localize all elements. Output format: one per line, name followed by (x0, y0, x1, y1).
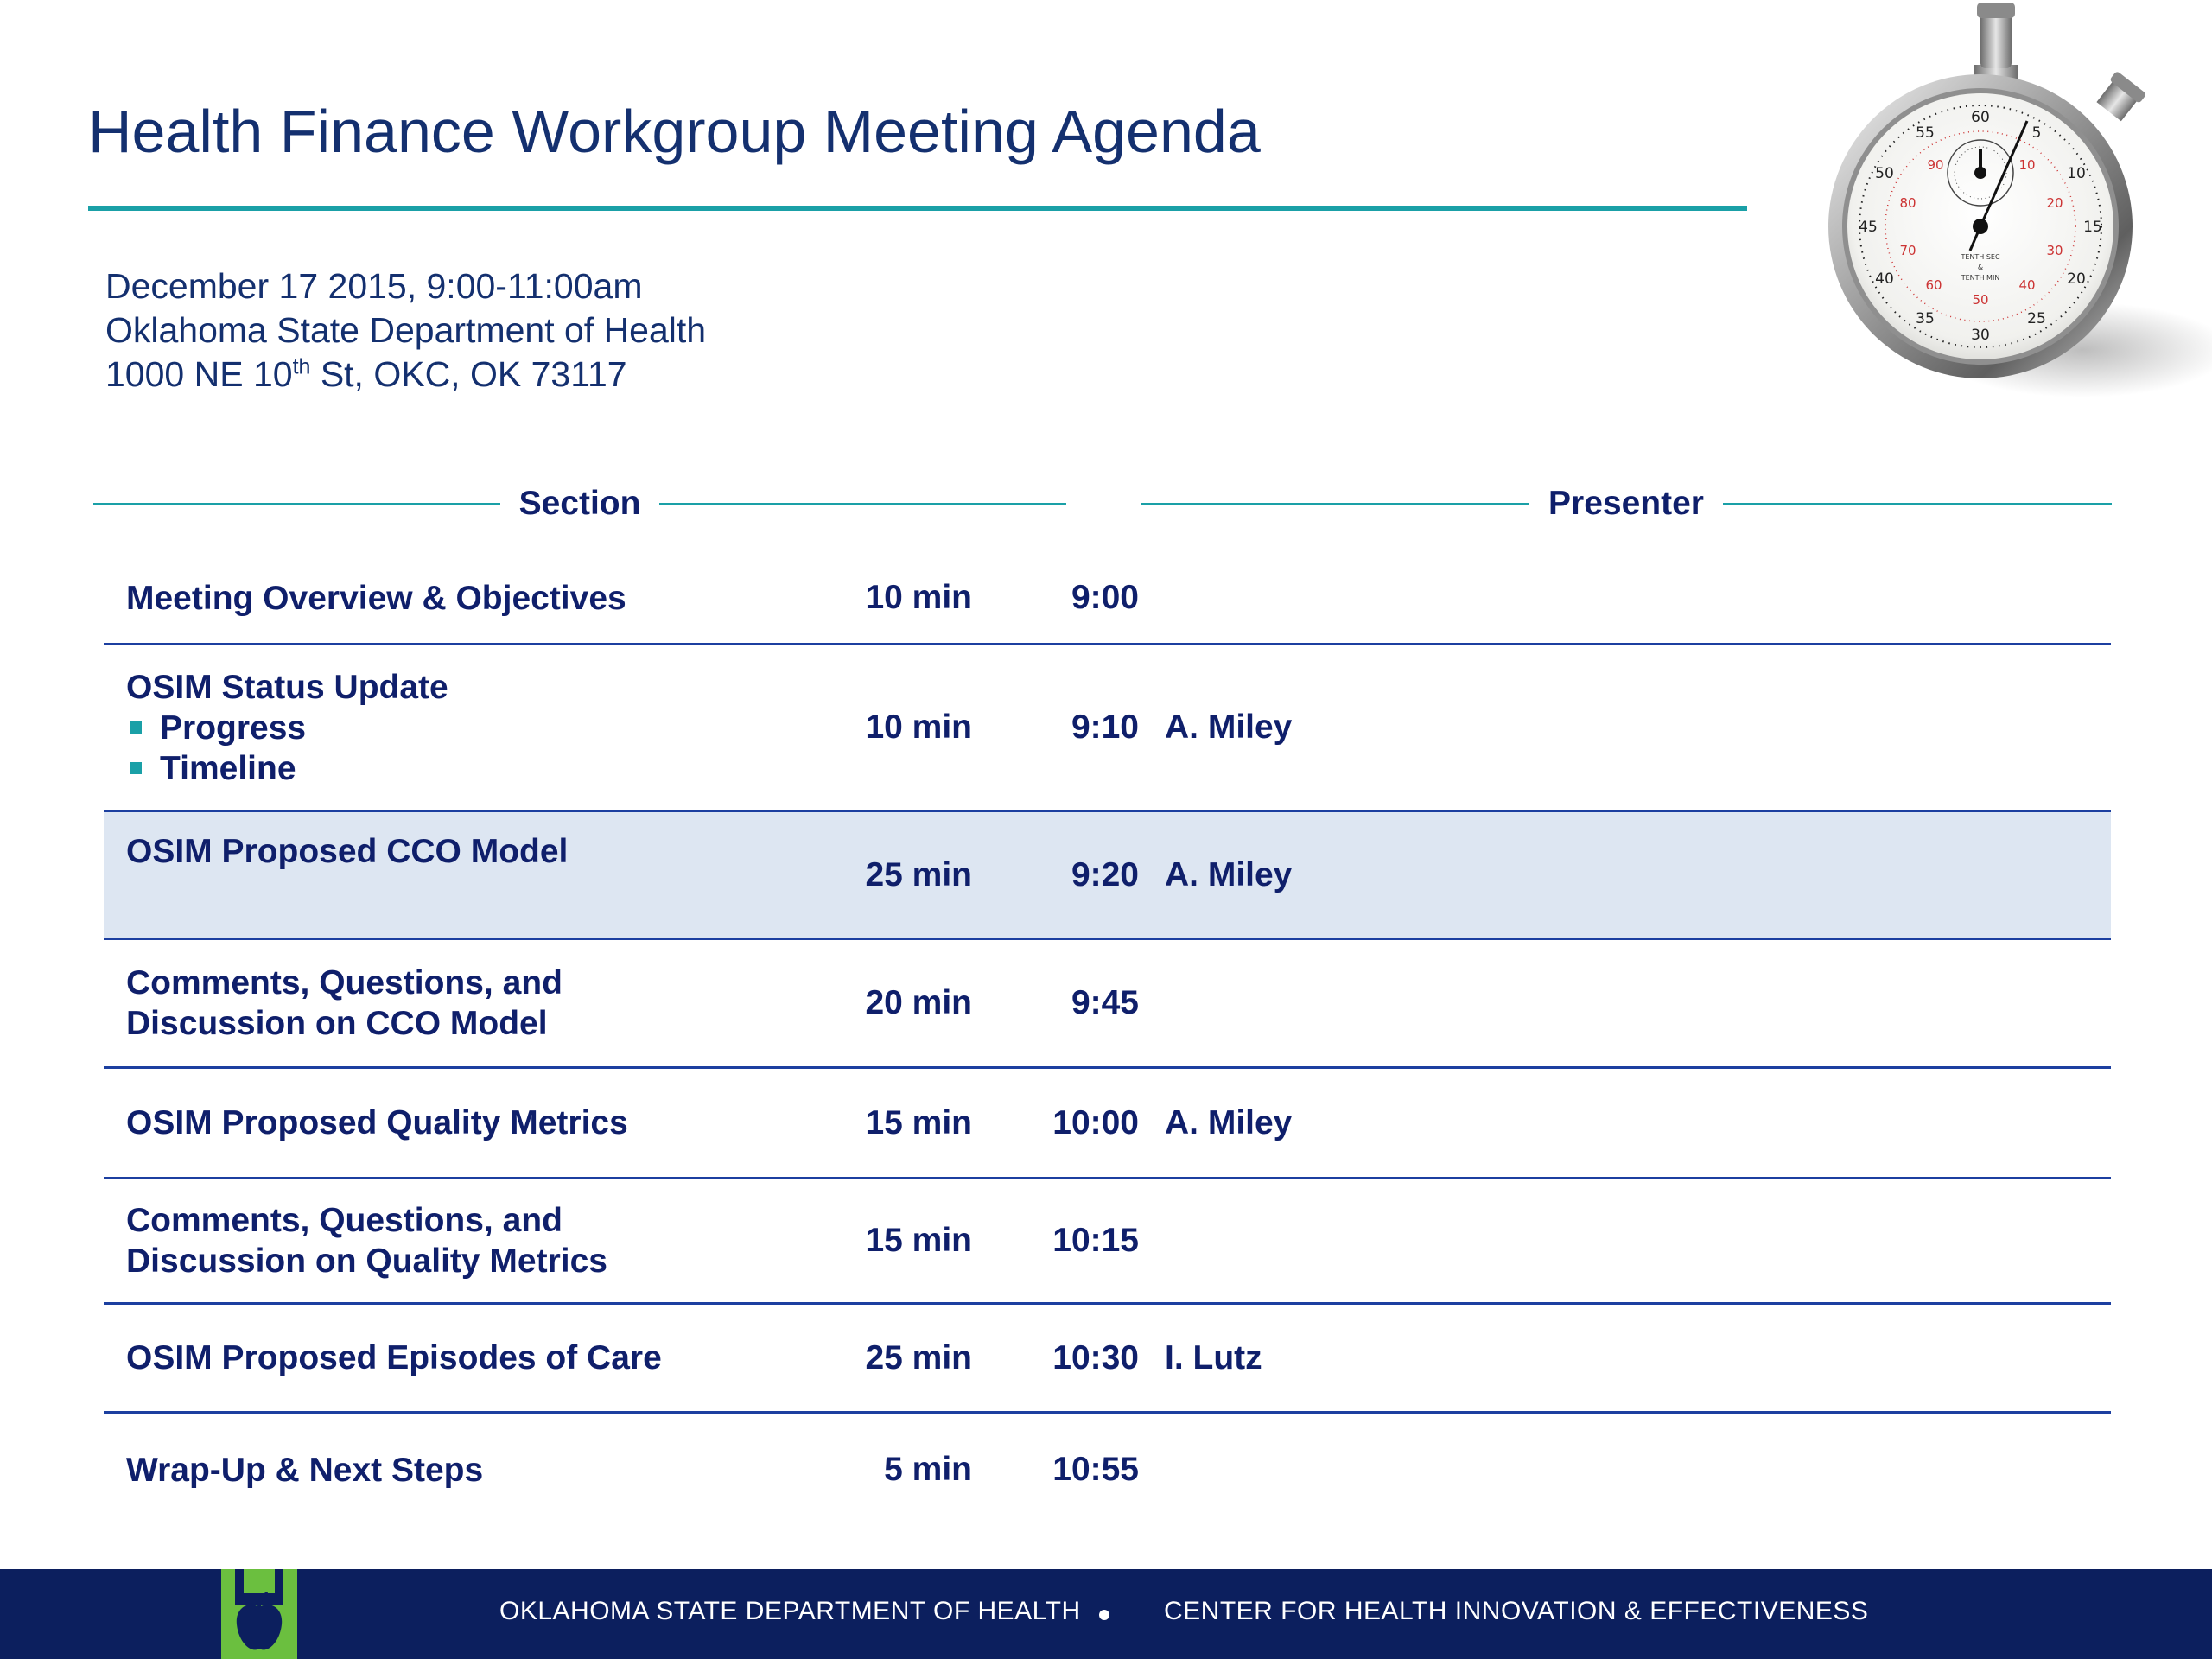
agenda-time: 10:30 (1052, 1338, 1139, 1376)
section-block (126, 1200, 607, 1281)
svg-text:40: 40 (2018, 277, 2036, 293)
footer-right-text: CENTER FOR HEALTH INNOVATION & EFFECTIVENESS (1164, 1597, 1869, 1625)
svg-text:&: & (1977, 264, 1984, 271)
address-superscript: th (292, 354, 311, 379)
svg-text:30: 30 (2046, 243, 2063, 258)
header-rule (1141, 503, 1529, 505)
svg-text:15: 15 (2083, 219, 2102, 236)
svg-text:35: 35 (1916, 310, 1935, 327)
section-text: Discussion on CCO Model (126, 1005, 548, 1042)
svg-text:30: 30 (1971, 327, 1990, 344)
presenter-column-header (1141, 482, 2112, 525)
agenda-time: 9:20 (1071, 855, 1139, 893)
agenda-duration: 10 min (865, 709, 972, 746)
agenda-presenter (1165, 553, 1942, 643)
svg-text:60: 60 (1971, 109, 1990, 126)
agenda-duration: 25 min (865, 1338, 972, 1376)
svg-text:50: 50 (1972, 292, 1989, 308)
sub-item (126, 708, 448, 748)
agenda-row (104, 1305, 2111, 1414)
address-part: 1000 NE 10 (105, 354, 293, 394)
agenda-section (126, 1069, 748, 1177)
page-title: Health Finance Workgroup Meeting Agenda (88, 98, 1261, 165)
svg-text:55: 55 (1916, 124, 1935, 142)
section-text: Wrap-Up & Next Steps (126, 1451, 484, 1489)
square-bullet-icon (130, 721, 142, 734)
agenda-duration: 20 min (865, 984, 972, 1021)
svg-text:60: 60 (1925, 277, 1942, 293)
agenda-section (126, 1414, 748, 1526)
meeting-address (105, 353, 706, 397)
sub-item-text: Progress (160, 709, 307, 747)
header-rule (1723, 503, 2112, 505)
svg-text:45: 45 (1859, 219, 1878, 236)
agenda-row-highlighted (104, 812, 2111, 940)
section-text: OSIM Proposed CCO Model (126, 833, 569, 870)
agenda-time: 9:10 (1071, 709, 1139, 746)
agenda-presenter (1165, 1179, 1942, 1302)
apple-logo-icon (221, 1569, 297, 1659)
section-text: OSIM Proposed Episodes of Care (126, 1339, 662, 1376)
agenda-duration: 15 min (865, 1103, 972, 1141)
sub-item-text: Timeline (160, 749, 296, 787)
agenda-section (126, 1305, 748, 1411)
agenda-duration: 15 min (865, 1222, 972, 1259)
agenda-section (126, 940, 748, 1066)
svg-text:50: 50 (1875, 165, 1894, 182)
section-text: OSIM Proposed Quality Metrics (126, 1104, 628, 1141)
svg-text:10: 10 (2018, 157, 2036, 173)
address-part: St, OKC, OK 73117 (310, 354, 627, 394)
section-text: Comments, Questions, and (126, 964, 563, 1001)
title-underline (88, 206, 1747, 211)
agenda-row (104, 1069, 2111, 1179)
svg-text:20: 20 (2067, 270, 2086, 288)
agenda-row (104, 553, 2111, 645)
stopwatch-icon (1815, 0, 2212, 406)
agenda-row (104, 1179, 2111, 1305)
agenda-row (104, 645, 2111, 812)
agenda-table (104, 553, 2111, 1526)
section-text: Discussion on Quality Metrics (126, 1243, 607, 1280)
agenda-section (126, 1179, 748, 1302)
agenda-row (104, 940, 2111, 1069)
section-column-header (93, 482, 1066, 525)
meeting-datetime: December 17 2015, 9:00-11:00am (105, 266, 643, 306)
meeting-info (105, 264, 706, 397)
agenda-duration: 5 min (884, 1451, 972, 1488)
agenda-presenter (1165, 1414, 1942, 1526)
agenda-presenter: I. Lutz (1165, 1338, 1262, 1376)
svg-text:25: 25 (2027, 310, 2046, 327)
svg-text:90: 90 (1927, 157, 1944, 173)
section-text: OSIM Status Update (126, 668, 448, 706)
header-rule (659, 503, 1066, 505)
svg-text:80: 80 (1899, 195, 1916, 211)
footer-left-text: OKLAHOMA STATE DEPARTMENT OF HEALTH (499, 1597, 1081, 1625)
svg-text:5: 5 (2031, 124, 2042, 142)
agenda-time: 9:00 (1071, 579, 1139, 616)
agenda-presenter: A. Miley (1165, 855, 1293, 893)
agenda-presenter (1165, 940, 1942, 1066)
section-block (126, 963, 563, 1044)
svg-text:10: 10 (2067, 165, 2086, 182)
agenda-section (126, 553, 748, 643)
agenda-duration: 25 min (865, 855, 972, 893)
section-block (126, 667, 448, 789)
agenda-time: 10:00 (1052, 1103, 1139, 1141)
square-bullet-icon (130, 762, 142, 774)
section-text: Comments, Questions, and (126, 1202, 563, 1239)
agenda-time: 9:45 (1071, 984, 1139, 1021)
agenda-duration: 10 min (865, 579, 972, 616)
section-header-label: Section (518, 485, 641, 522)
footer-separator-dot (1099, 1610, 1109, 1620)
section-text: Meeting Overview & Objectives (126, 579, 626, 617)
agenda-time: 10:55 (1052, 1451, 1139, 1488)
meeting-location: Oklahoma State Department of Health (105, 310, 707, 350)
agenda-presenter: A. Miley (1165, 1103, 1293, 1141)
svg-text:TENTH SEC: TENTH SEC (1961, 253, 2000, 261)
agenda-row (104, 1414, 2111, 1526)
svg-text:20: 20 (2046, 195, 2063, 211)
header-rule (93, 503, 500, 505)
presenter-header-label: Presenter (1548, 485, 1704, 522)
svg-text:TENTH MIN: TENTH MIN (1961, 274, 2000, 282)
agenda-presenter: A. Miley (1165, 709, 1293, 746)
svg-text:40: 40 (1875, 270, 1894, 288)
sub-item (126, 748, 448, 789)
agenda-section (126, 645, 748, 810)
agenda-section (126, 812, 748, 938)
svg-text:70: 70 (1899, 243, 1916, 258)
agenda-time: 10:15 (1052, 1222, 1139, 1259)
